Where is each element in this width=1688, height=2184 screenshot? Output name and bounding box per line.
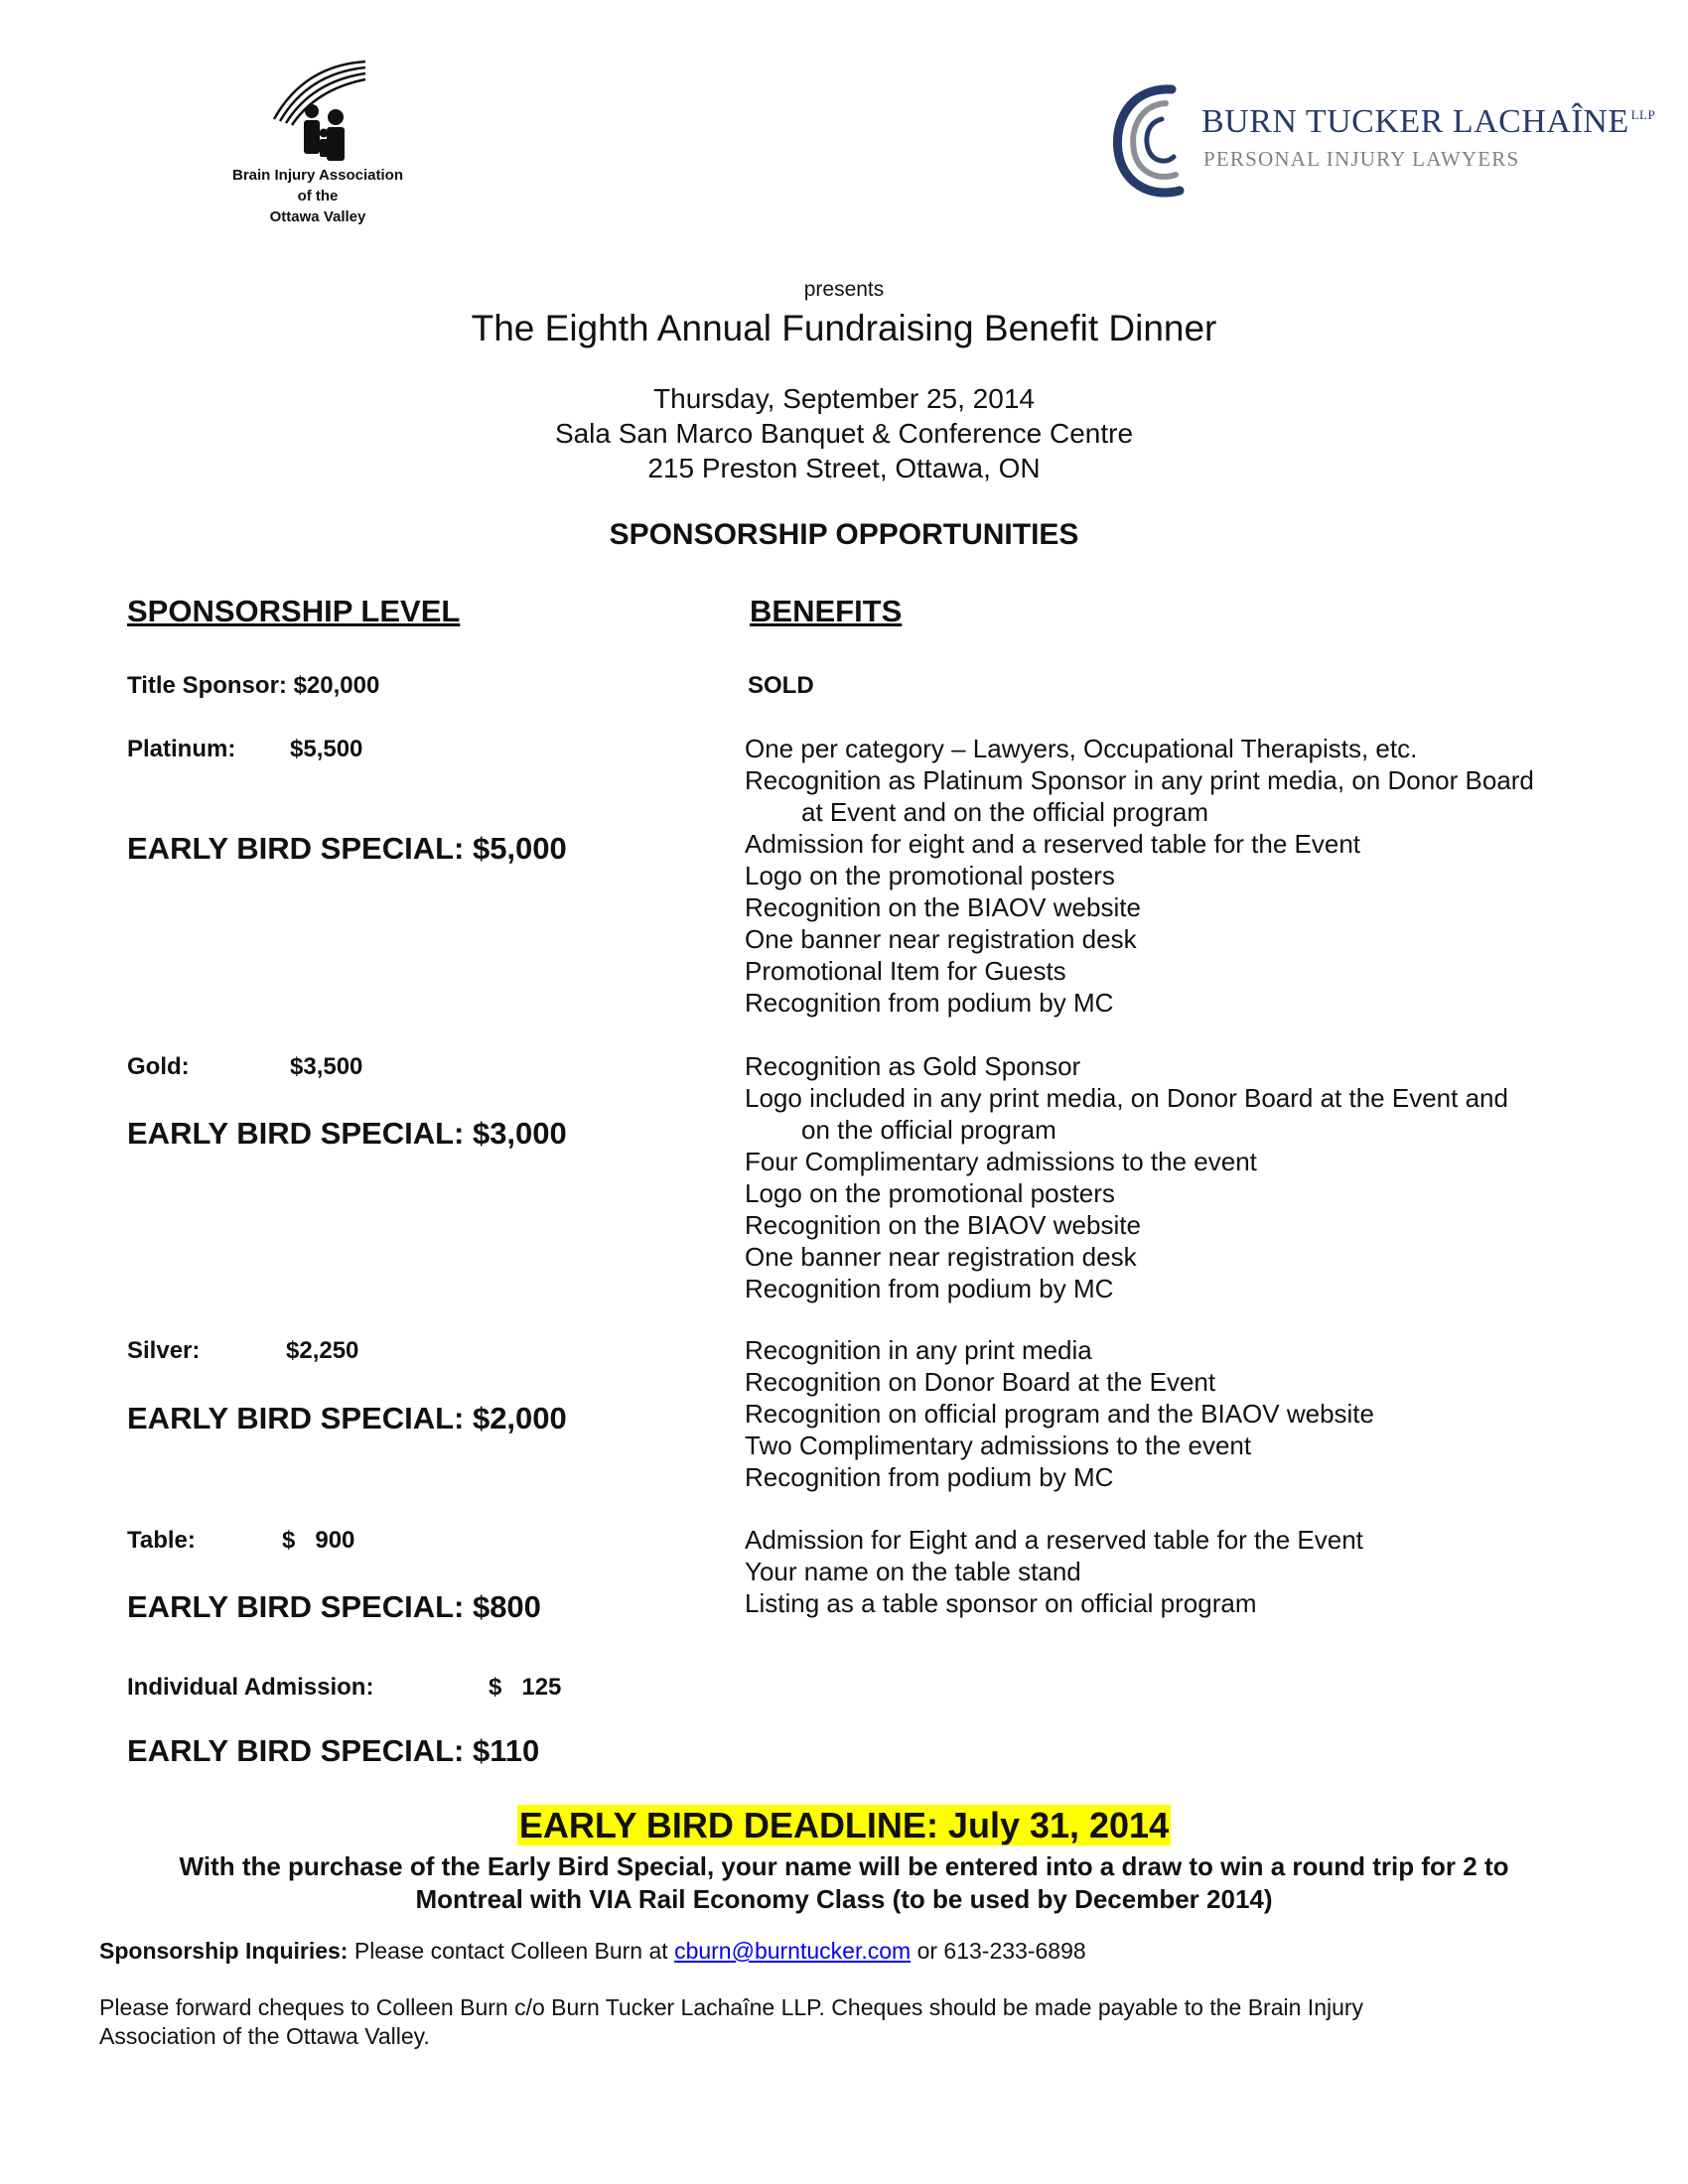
btl-llp: LLP — [1630, 107, 1656, 122]
platinum-benefits — [745, 733, 1534, 1019]
level-individual-price: $ 125 — [489, 1674, 562, 1701]
cheques-line: Please forward cheques to Colleen Burn c/o Burn Tucker Lachaîne LLP. Cheques should be made payable to the Brain Injury — [99, 1994, 1364, 2020]
event-date: Thursday, September 25, 2014 — [653, 383, 1035, 414]
early-bird-deadline — [0, 1805, 1688, 1846]
draw-line: Montreal with VIA Rail Economy Class (to be used by December 2014) — [415, 1884, 1273, 1914]
cheques-note — [99, 1993, 1509, 2051]
benefit-item: Four Complimentary admissions to the event — [745, 1147, 1257, 1176]
table-benefits — [745, 1524, 1363, 1619]
platinum-early-bird: EARLY BIRD SPECIAL: $5,000 — [127, 831, 567, 866]
benefit-item: Listing as a table sponsor on official program — [745, 1588, 1257, 1618]
inquiries-label: Sponsorship Inquiries: — [99, 1938, 349, 1964]
contact-email-link[interactable]: cburn@burntucker.com — [674, 1938, 912, 1964]
benefit-item: Recognition in any print media — [745, 1335, 1092, 1365]
benefit-item: Promotional Item for Guests — [745, 956, 1066, 986]
silver-early-bird: EARLY BIRD SPECIAL: $2,000 — [127, 1401, 567, 1435]
event-title: The Eighth Annual Fundraising Benefit Dinner — [471, 308, 1217, 348]
family-arc-icon — [266, 58, 375, 162]
btl-swirl-icon — [1110, 79, 1199, 204]
benefit-item: Admission for Eight and a reserved table for the Event — [745, 1525, 1363, 1555]
btl-logo — [1110, 79, 1656, 204]
level-platinum-name: Platinum: — [127, 736, 236, 762]
sponsorship-inquiries — [99, 1938, 1086, 1965]
biaov-name — [199, 165, 437, 227]
presents-text: presents — [803, 278, 885, 301]
level-gold-price: $3,500 — [290, 1053, 363, 1080]
deadline-highlight: EARLY BIRD DEADLINE: July 31, 2014 — [518, 1805, 1170, 1845]
benefit-item: Recognition as Platinum Sponsor in any print media, on Donor Board — [745, 765, 1534, 795]
benefit-item: Recognition from podium by MC — [745, 988, 1114, 1018]
draw-notice — [0, 1850, 1688, 1916]
benefit-item: at Event and on the official program — [801, 797, 1208, 827]
benefit-item: on the official program — [801, 1115, 1056, 1145]
section-title: SPONSORSHIP OPPORTUNITIES — [609, 518, 1079, 551]
title-sponsor-sold: SOLD — [748, 672, 814, 699]
column-header-level: SPONSORSHIP LEVEL — [127, 594, 461, 628]
event-venue: Sala San Marco Banquet & Conference Centre — [554, 418, 1134, 449]
level-platinum-price: $5,500 — [290, 736, 363, 762]
benefit-item: Recognition from podium by MC — [745, 1274, 1114, 1303]
individual-early-bird: EARLY BIRD SPECIAL: $110 — [127, 1733, 540, 1768]
benefit-item: One banner near registration desk — [745, 924, 1137, 954]
level-table-name: Table: — [127, 1527, 196, 1554]
level-title-sponsor: Title Sponsor: $20,000 — [127, 672, 380, 699]
btl-name-text: BURN TUCKER LACHAÎNE — [1201, 103, 1629, 140]
silver-benefits — [745, 1334, 1374, 1493]
biaov-name-line: of the — [297, 188, 339, 205]
level-gold-name: Gold: — [127, 1053, 190, 1080]
biaov-name-line: Ottawa Valley — [269, 208, 366, 225]
benefit-item: Recognition on Donor Board at the Event — [745, 1367, 1216, 1397]
benefit-item: Your name on the table stand — [745, 1557, 1081, 1586]
level-individual-name: Individual Admission: — [127, 1674, 374, 1701]
column-header-benefits: BENEFITS — [750, 594, 903, 628]
cheques-line: Association of the Ottawa Valley. — [99, 2023, 430, 2049]
inquiries-text: Please contact Colleen Burn at — [353, 1938, 668, 1964]
benefit-item: Admission for eight and a reserved table for the Event — [745, 829, 1361, 859]
benefit-item: Logo included in any print media, on Donor Board at the Event and — [745, 1083, 1508, 1113]
level-silver-price: $2,250 — [286, 1337, 359, 1364]
benefit-item: Logo on the promotional posters — [745, 861, 1115, 890]
level-silver-name: Silver: — [127, 1337, 201, 1364]
benefit-item: Recognition as Gold Sponsor — [745, 1051, 1081, 1081]
benefit-item: Recognition on the BIAOV website — [745, 892, 1141, 922]
table-early-bird: EARLY BIRD SPECIAL: $800 — [127, 1589, 541, 1624]
benefit-item: One banner near registration desk — [745, 1242, 1137, 1272]
biaov-name-line: Brain Injury Association — [232, 167, 403, 184]
level-table-price: $ 900 — [282, 1527, 355, 1554]
benefit-item: Recognition on official program and the BIAOV website — [745, 1399, 1374, 1429]
benefit-item: One per category – Lawyers, Occupational Therapists, etc. — [745, 734, 1418, 763]
benefit-item: Recognition from podium by MC — [745, 1462, 1114, 1492]
btl-firm-name — [1201, 103, 1655, 141]
biaov-logo — [199, 58, 437, 231]
benefit-item: Two Complimentary admissions to the event — [745, 1431, 1252, 1460]
btl-tagline: PERSONAL INJURY LAWYERS — [1203, 147, 1520, 171]
gold-benefits — [745, 1050, 1508, 1304]
event-address: 215 Preston Street, Ottawa, ON — [647, 453, 1041, 483]
contact-phone: or 613-233-6898 — [916, 1938, 1086, 1964]
benefit-item: Logo on the promotional posters — [745, 1178, 1115, 1208]
gold-early-bird: EARLY BIRD SPECIAL: $3,000 — [127, 1116, 567, 1151]
benefit-item: Recognition on the BIAOV website — [745, 1210, 1141, 1240]
draw-line: With the purchase of the Early Bird Special, your name will be entered into a draw to win a round trip for 2 to — [179, 1851, 1509, 1881]
